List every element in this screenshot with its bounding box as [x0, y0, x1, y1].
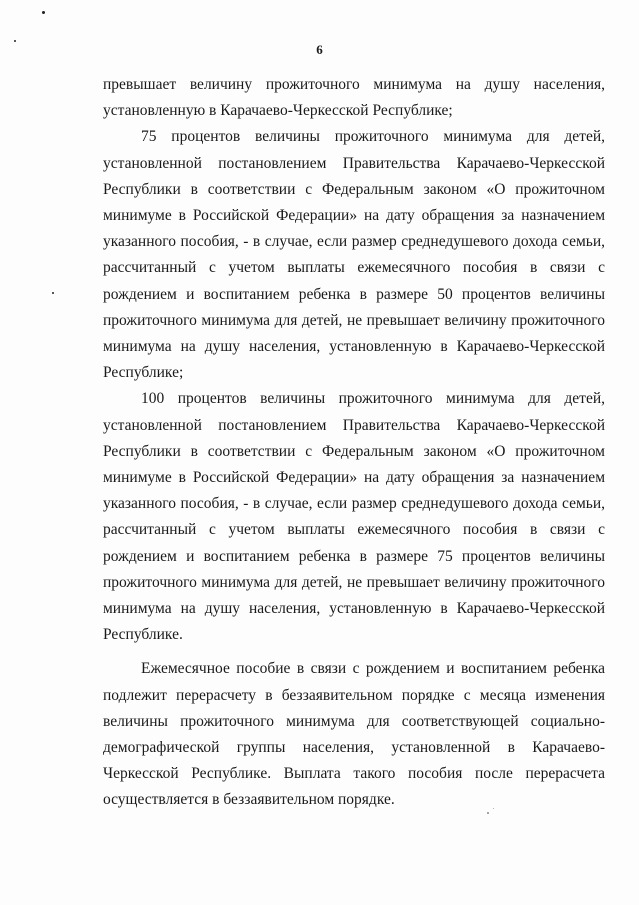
scan-speck — [14, 40, 16, 42]
scan-speck — [52, 292, 54, 294]
document-body — [103, 72, 605, 814]
page-number: 6 — [316, 42, 323, 57]
paragraph-75-percent: 75 процентов величины прожиточного минимума для детей, установленной постановлением Правительства Карачаево-Черкесской Республики в соответствии с Федеральным законом «О прожиточном минимуме в Российской Федерации» на дату обращения за назначением указанного пособия, - в случае, если размер среднедушевого дохода семьи, рассчитанный с учетом выплаты ежемесячного пособия в связи с рождением и воспитанием ребенка в размере 50 процентов величины прожиточного минимума для детей, не превышает величину прожиточного минимума на душу населения, установленную в Карачаево-Черкесской Республике; — [103, 128, 605, 382]
scan-speck — [42, 11, 45, 14]
paragraph-100-percent: 100 процентов величины прожиточного минимума для детей, установленной постановлением Правительства Карачаево-Черкесской Республики в соответствии с Федеральным законом «О прожиточном минимуме в Российской Федерации» на дату обращения за назначением указанного пособия, - в случае, если размер среднедушевого дохода семьи, рассчитанный с учетом выплаты ежемесячного пособия в связи с рождением и воспитанием ребенка в размере 75 процентов величины прожиточного минимума для детей, не превышает величину прожиточного минимума на душу населения, установленную в Карачаево-Черкесской Республике. — [103, 390, 605, 644]
paragraph-continuation: превышает величину прожиточного минимума на душу населения, установленную в Карачаево-Черкесской Республике; — [103, 76, 605, 120]
scan-speck — [493, 808, 494, 809]
scan-speck — [487, 812, 489, 814]
paragraph-recalculation: Ежемесячное пособие в связи с рождением и воспитанием ребенка подлежит перерасчету в беззаявительном порядке с месяца изменения величины прожиточного минимума для соответствующей социально-демографической группы населения, установленной в Карачаево-Черкесской Республике. Выплата такого пособия после перерасчета осуществляется в беззаявительном порядке. — [103, 660, 605, 809]
